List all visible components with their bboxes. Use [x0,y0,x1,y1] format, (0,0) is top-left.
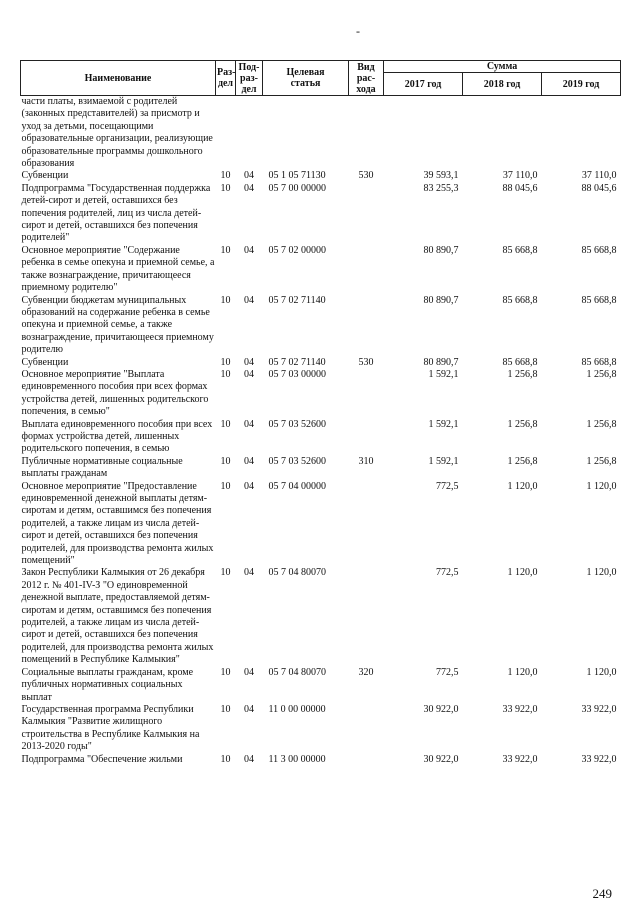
cell-kind: 310 [358,455,374,467]
cell-name: Субвенции бюджетам муниципальных образований на содержание ребенка в семье опекуна и приемной семье, а также вознаграждение, причитающееся приемному родителю [21,294,214,356]
cell-art: 05 7 02 71140 [268,356,326,368]
cell-kind [349,754,384,766]
cell-art: 05 7 04 80070 [268,666,326,678]
cell-name: Субвенции [21,356,69,368]
cell-sub: 04 [244,170,254,182]
cell-sec: 10 [220,703,231,715]
cell-y2018: 37 110,0 [502,170,538,182]
cell-sub: 04 [244,356,254,368]
cell-y2019: 37 110,0 [581,170,617,182]
cell-y2017: 80 890,7 [423,244,459,256]
cell-sub: 04 [244,480,254,492]
cell-y2017: 772,5 [436,567,459,579]
cell-y2017: 80 890,7 [423,294,459,306]
table-row [21,357,621,369]
cell-sub [236,96,263,171]
cell-y2018: 1 256,8 [507,418,538,430]
cell-sec: 10 [220,418,231,430]
cell-sec: 10 [220,666,231,678]
cell-sec: 10 [220,244,231,256]
cell-name: Закон Республики Калмыкия от 26 декабря 2012 г. № 401-IV-З "О единовременной денежной выплате, предоставляемой детям-сиротам и детям, оставшимся без попечения родителей, а также лицам из числа детей-сирот и детей, оставшихся без попечения родителей, для производства ремонта жилых помещений в Республике Калмыкия" [21,567,214,666]
cell-sec: 10 [220,567,231,579]
header-year-2019: 2019 год [542,73,621,96]
cell-art: 05 7 02 00000 [268,244,326,256]
cell-name: части платы, взимаемой с родителей (законных представителей) за присмотр и уход за детьми, посещающими образовательные организации, реализующие образовательные программы дошкольного образования [21,96,213,170]
cell-art [263,96,349,171]
cell-name: Основное мероприятие "Содержание ребенка в семье опекуна и приемной семье, а также вознаграждение, причитающееся приемному родителю" [21,244,215,294]
cell-y2019: 85 668,8 [581,244,617,256]
cell-sub: 04 [244,753,254,765]
cell-y2018: 85 668,8 [502,294,538,306]
cell-kind [349,481,384,568]
cell-y2018: 33 922,0 [502,753,538,765]
table-row [21,170,621,182]
header-subsection: Под- раз- дел [236,61,263,96]
cell-y2017: 30 922,0 [423,753,459,765]
cell-y2019: 1 256,8 [586,368,617,380]
cell-art: 05 7 04 80070 [268,567,326,579]
table-row [21,567,621,666]
cell-sec: 10 [220,170,231,182]
header-target: Целевая статья [263,61,349,96]
cell-art: 05 7 03 52600 [268,455,326,467]
cell-sub: 04 [244,182,254,194]
table-row [21,295,621,357]
header-year-2017: 2017 год [384,73,463,96]
cell-kind: 320 [358,666,374,678]
cell-y2019: 1 120,0 [586,480,617,492]
cell-y2019: 33 922,0 [581,753,617,765]
cell-y2017: 80 890,7 [423,356,459,368]
cell-kind: 530 [358,170,374,182]
cell-y2019: 1 120,0 [586,567,617,579]
table-row [21,245,621,295]
cell-sec [216,96,236,171]
cell-y2017: 772,5 [436,666,459,678]
top-dash-mark: - [356,24,360,38]
table-row [21,667,621,704]
cell-y2017: 772,5 [436,480,459,492]
cell-y2018: 1 256,8 [507,455,538,467]
page-number: 249 [592,886,612,901]
cell-kind [349,369,384,419]
cell-sec: 10 [220,455,231,467]
cell-y2017: 1 592,1 [428,418,459,430]
cell-kind [349,96,384,171]
cell-sub: 04 [244,368,254,380]
cell-y2018: 88 045,6 [502,182,538,194]
table-row [21,369,621,419]
cell-kind: 530 [358,356,374,368]
cell-art: 05 1 05 71130 [268,170,326,182]
cell-name: Государственная программа Республики Калмыкия "Развитие жилищного строительства в Республике Калмыкия на 2013-2020 годы" [21,703,200,753]
cell-name: Социальные выплаты гражданам, кроме публичных нормативных социальных выплат [21,666,194,703]
cell-y2019: 1 256,8 [586,418,617,430]
cell-name: Публичные нормативные социальные выплаты гражданам [21,455,183,480]
cell-name: Основное мероприятие "Предоставление единовременной денежной выплаты детям-сиротам и детям, оставшимся без попечения родителей, а также лицам из числа детей-сирот и детей, оставшихся без попечения родителей, для производства ремонта жилых помещений" [21,480,214,567]
header-year-2018: 2018 год [463,73,542,96]
cell-y2018: 85 668,8 [502,244,538,256]
cell-name: Основное мероприятие "Выплата единовременного пособия при всех формах устройства детей, лишенных родительского попечения, в семью" [21,368,209,418]
cell-art: 05 7 03 52600 [268,418,326,430]
cell-name: Выплата единовременного пособия при всех формах устройства детей, лишенных родительского попечения, в семью [21,418,213,455]
cell-sec: 10 [220,368,231,380]
cell-name: Подпрограмма "Обеспечение жильми [21,753,183,765]
cell-y2019: 1 120,0 [586,666,617,678]
table-row [21,456,621,481]
cell-sub: 04 [244,418,254,430]
cell-sub: 04 [244,703,254,715]
cell-y2019: 33 922,0 [581,703,617,715]
table-header [21,61,621,96]
cell-art: 05 7 00 00000 [268,182,326,194]
header-sum: Сумма [384,61,621,73]
cell-y2019 [542,96,621,171]
cell-name: Подпрограмма "Государственная поддержка детей-сирот и детей, оставшихся без попечения родителей, лиц из числа детей-сирот и детей, оставшихся без попечения родителей" [21,182,211,244]
table-row [21,481,621,568]
table-body [21,96,621,766]
cell-sub: 04 [244,666,254,678]
cell-sec: 10 [220,480,231,492]
cell-kind [349,567,384,666]
cell-y2018: 33 922,0 [502,703,538,715]
cell-sec: 10 [220,753,231,765]
header-section: Раз- дел [216,61,236,96]
cell-sub: 04 [244,294,254,306]
cell-y2019: 85 668,8 [581,356,617,368]
table-row [21,704,621,754]
cell-y2017 [384,96,463,171]
cell-sub: 04 [244,455,254,467]
cell-art: 11 0 00 00000 [268,703,326,715]
cell-sub: 04 [244,244,254,256]
cell-y2017: 83 255,3 [423,182,459,194]
cell-kind [349,419,384,456]
cell-y2018: 85 668,8 [502,356,538,368]
cell-sec: 10 [220,356,231,368]
cell-y2018: 1 120,0 [507,567,538,579]
cell-y2017: 1 592,1 [428,455,459,467]
header-kind: Вид рас- хода [349,61,384,96]
table-row [21,754,621,766]
cell-name: Субвенции [21,170,69,182]
budget-table [20,60,621,766]
table-row [21,96,621,171]
cell-y2017: 30 922,0 [423,703,459,715]
cell-kind [349,295,384,357]
cell-art: 05 7 04 00000 [268,480,326,492]
cell-sec: 10 [220,182,231,194]
cell-art: 11 3 00 00000 [268,753,326,765]
cell-y2018 [463,96,542,171]
cell-kind [349,183,384,245]
header-name: Наименование [21,61,216,96]
table-row [21,419,621,456]
cell-y2019: 1 256,8 [586,455,617,467]
table-row [21,183,621,245]
cell-y2019: 85 668,8 [581,294,617,306]
cell-y2017: 39 593,1 [423,170,459,182]
cell-y2019: 88 045,6 [581,182,617,194]
cell-sec: 10 [220,294,231,306]
cell-sub: 04 [244,567,254,579]
cell-art: 05 7 02 71140 [268,294,326,306]
cell-kind [349,245,384,295]
cell-y2018: 1 120,0 [507,666,538,678]
cell-y2018: 1 256,8 [507,368,538,380]
cell-y2017: 1 592,1 [428,368,459,380]
cell-art: 05 7 03 00000 [268,368,326,380]
cell-y2018: 1 120,0 [507,480,538,492]
cell-kind [349,704,384,754]
